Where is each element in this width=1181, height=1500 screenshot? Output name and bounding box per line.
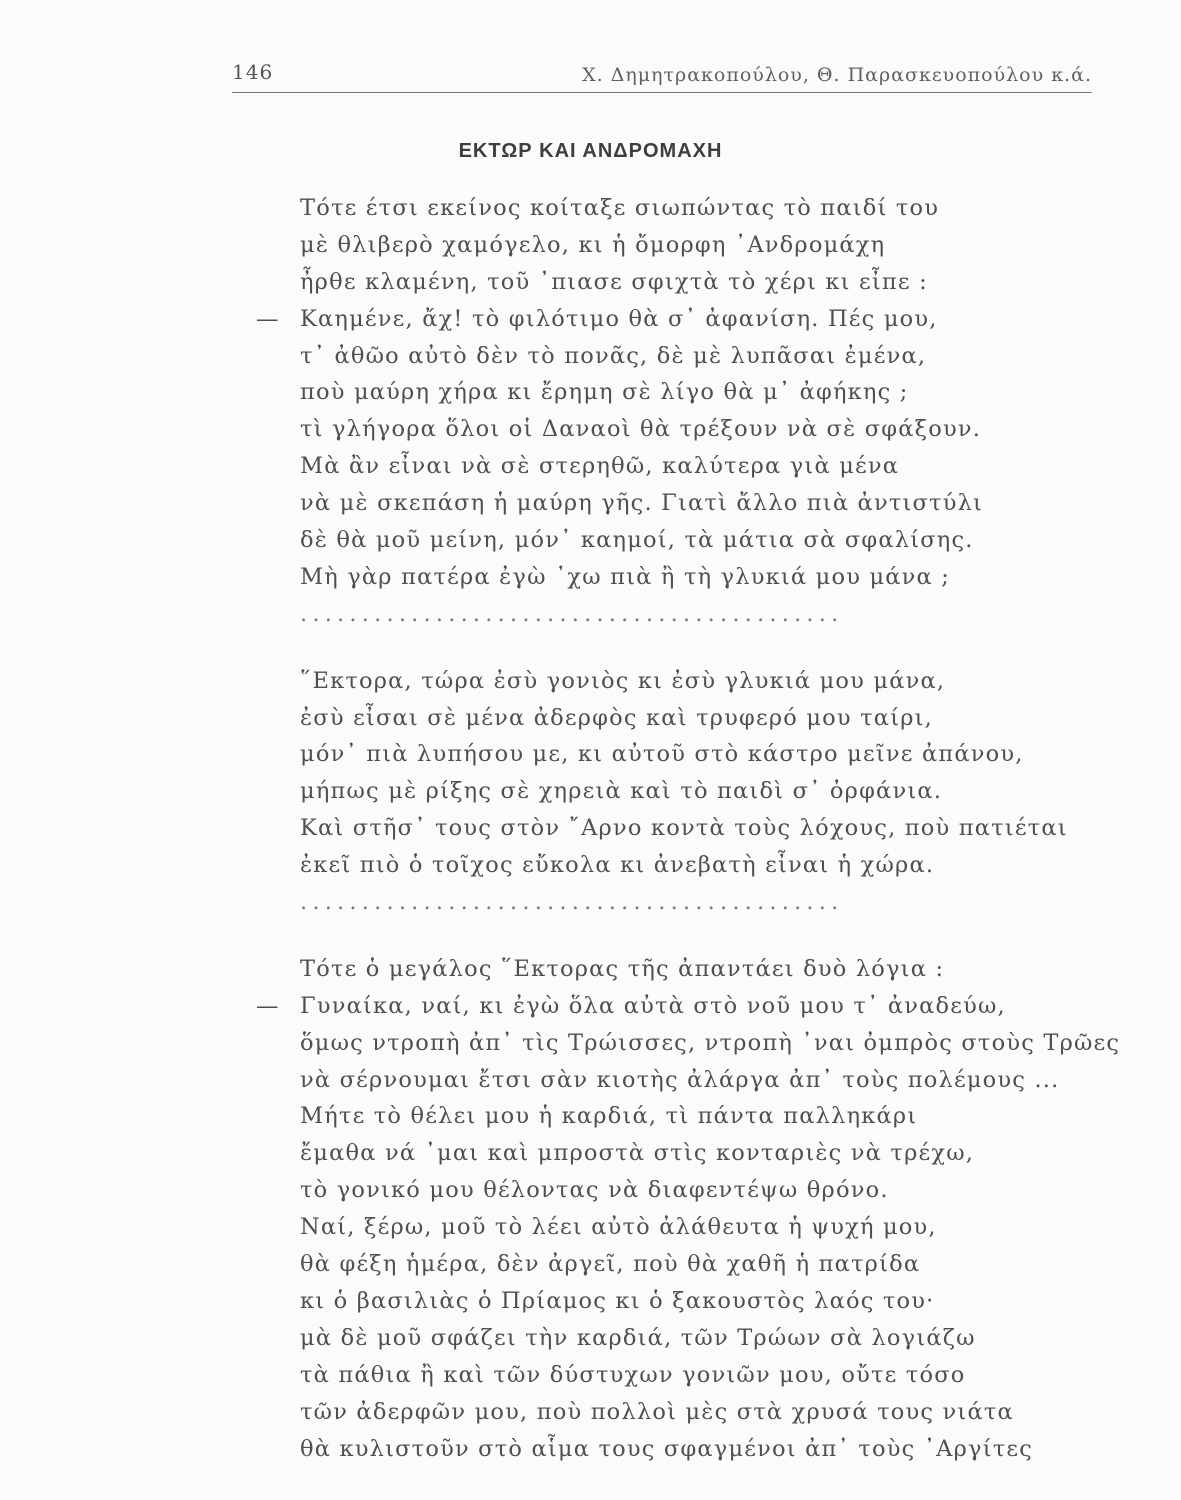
ellipsis-line — [0, 884, 1181, 921]
verse-line — [0, 1209, 1181, 1246]
verse-line — [0, 1062, 1181, 1099]
verse-line — [0, 1098, 1181, 1135]
ellipsis-dots: ............................................ — [300, 889, 844, 916]
verse-line — [0, 700, 1181, 737]
dialogue-dash: — — [256, 992, 280, 1019]
verse-text: κι ὁ βασιλιὰς ὁ Πρίαμος κι ὁ ξακουστὸς λαός του· — [300, 1287, 935, 1314]
verse-text: μὰ δὲ μοῦ σφάζει τὴν καρδιά, τῶν Τρώων σὰ λογιάζω — [300, 1324, 976, 1351]
verse-text: Μὰ ἂν εἶναι νὰ σὲ στερηθῶ, καλύτερα γιὰ μένα — [300, 453, 900, 480]
verse-line — [0, 448, 1181, 485]
verse-text: ῞Εκτορα, τώρα ἐσὺ γονιὸς κι ἐσὺ γλυκιά μου μάνα, — [300, 667, 946, 694]
verse-text: Τότε ὁ μεγάλος ῞Εκτορας τῆς ἀπαντάει δυὸ λόγια : — [300, 955, 945, 982]
verse-text: μὲ θλιβερὸ χαμόγελο, κι ἡ ὄμορφη ᾿Ανδρομάχη — [300, 231, 886, 258]
verse-text: νὰ σέρνουμαι ἔτσι σὰν κιοτὴς ἀλάργα ἀπ᾿ τοὺς πολέμους ... — [300, 1066, 1060, 1093]
verse-text: ὅμως ντροπὴ ἀπ᾿ τὶς Τρώισσες, ντροπὴ ᾿ναι ὀμπρὸς στοὺς Τρῶες — [300, 1029, 1121, 1056]
verse-line — [0, 1246, 1181, 1283]
verse-line — [0, 522, 1181, 559]
verse-line — [0, 301, 1181, 338]
verse-text: ποὺ μαύρη χήρα κι ἔρημη σὲ λίγο θὰ μ᾿ ἀφήκης ; — [300, 379, 909, 406]
verse-line — [0, 1320, 1181, 1357]
page-number: 146 — [232, 60, 274, 84]
verse-text: θὰ φέξη ἡμέρα, δὲν ἀργεῖ, ποὺ θὰ χαθῆ ἡ πατρίδα — [300, 1251, 921, 1278]
verse-text: Ναί, ξέρω, μοῦ τὸ λέει αὐτὸ ἀλάθευτα ἡ ψυχή μου, — [300, 1214, 937, 1241]
verse-line — [0, 1025, 1181, 1062]
verse-line — [0, 190, 1181, 227]
stanza-gap — [0, 633, 1181, 663]
verse-text: δὲ θὰ μοῦ μείνη, μόν᾿ καημοί, τὰ μάτια σὰ σφαλίσης. — [300, 527, 974, 554]
verse-line — [0, 1357, 1181, 1394]
verse-line — [0, 485, 1181, 522]
verse-line — [0, 374, 1181, 411]
verse-line — [0, 1394, 1181, 1431]
verse-line — [0, 773, 1181, 810]
verse-text: τῶν ἀδερφῶν μου, ποὺ πολλοὶ μὲς στὰ χρυσά τους νιάτα — [300, 1398, 1014, 1425]
verse-text: νὰ μὲ σκεπάση ἡ μαύρη γῆς. Γιατὶ ἄλλο πιὰ ἀντιστύλι — [300, 490, 984, 517]
verse-line — [0, 951, 1181, 988]
verse-text: θὰ κυλιστοῦν στὸ αἷμα τους σφαγμένοι ἀπ᾿ τοὺς ᾿Αργίτες — [300, 1435, 1034, 1462]
ellipsis-dots: ............................................ — [300, 600, 844, 627]
poem-title: ΕΚΤΩΡ ΚΑΙ ΑΝΔΡΟΜΑΧΗ — [458, 140, 723, 162]
verse-text: ἦρθε κλαμένη, τοῦ ᾿πιασε σφιχτὰ τὸ χέρι κι εἶπε : — [300, 268, 928, 295]
verse-text: ἐσὺ εἶσαι σὲ μένα ἀδερφὸς καὶ τρυφερό μου ταίρι, — [300, 704, 934, 731]
dialogue-dash: — — [256, 305, 280, 332]
verse-text: Μὴ γὰρ πατέρα ἐγὼ ᾿χω πιὰ ἢ τὴ γλυκιά μου μάνα ; — [300, 563, 951, 590]
poem-body — [0, 190, 1181, 1467]
verse-text: ἔμαθα νά ᾿μαι καὶ μπροστὰ στὶς κονταριὲς νὰ τρέχω, — [300, 1140, 975, 1167]
verse-line — [0, 847, 1181, 884]
page-header — [232, 60, 1092, 100]
verse-line — [0, 1283, 1181, 1320]
verse-line — [0, 227, 1181, 264]
stanza-gap — [0, 921, 1181, 951]
verse-text: τ᾿ ἀθῶο αὐτὸ δὲν τὸ πονᾶς, δὲ μὲ λυπᾶσαι ἐμένα, — [300, 342, 927, 369]
verse-text: τὶ γλήγορα ὅλοι οἱ Δαναοὶ θὰ τρέξουν νὰ σὲ σφάξουν. — [300, 416, 982, 443]
verse-text: Γυναίκα, ναί, κι ἐγὼ ὅλα αὐτὰ στὸ νοῦ μου τ᾿ ἀναδεύω, — [300, 992, 1006, 1019]
verse-text: τὸ γονικό μου θέλοντας νὰ διαφεντέψω θρόνο. — [300, 1177, 889, 1204]
verse-line — [0, 559, 1181, 596]
running-head: Χ. Δημητρακοπούλου, Θ. Παρασκευοπούλου κ.ά. — [582, 64, 1092, 86]
verse-line — [0, 1135, 1181, 1172]
verse-line — [0, 988, 1181, 1025]
verse-text: Καὶ στῆσ᾿ τους στὸν ῎Αρνο κοντὰ τοὺς λόχους, ποὺ πατιέται — [300, 815, 1068, 842]
verse-line — [0, 411, 1181, 448]
ellipsis-line — [0, 596, 1181, 633]
verse-text: μόν᾿ πιὰ λυπήσου με, κι αὐτοῦ στὸ κάστρο μεῖνε ἀπάνου, — [300, 741, 1024, 768]
verse-text: μήπως μὲ ρίξης σὲ χηρειὰ καὶ τὸ παιδὶ σ᾿ ὀρφάνια. — [300, 778, 943, 805]
header-rule — [232, 92, 1092, 93]
verse-line — [0, 663, 1181, 700]
verse-text: Μήτε τὸ θέλει μου ἡ καρδιά, τὶ πάντα παλληκάρι — [300, 1103, 918, 1130]
verse-text: Καημένε, ἄχ! τὸ φιλότιμο θὰ σ᾿ ἀφανίση. Πές μου, — [300, 305, 938, 332]
verse-line — [0, 1172, 1181, 1209]
verse-line — [0, 338, 1181, 375]
verse-line — [0, 1431, 1181, 1468]
verse-text: ἐκεῖ πιὸ ὁ τοῖχος εὔκολα κι ἀνεβατὴ εἶναι ἡ χώρα. — [300, 852, 935, 879]
verse-text: τὰ πάθια ἢ καὶ τῶν δύστυχων γονιῶν μου, οὔτε τόσο — [300, 1361, 966, 1388]
verse-line — [0, 736, 1181, 773]
verse-line — [0, 264, 1181, 301]
verse-text: Τότε έτσι εκείνος κοίταξε σιωπώντας τὸ παιδί του — [300, 195, 940, 221]
verse-line — [0, 810, 1181, 847]
